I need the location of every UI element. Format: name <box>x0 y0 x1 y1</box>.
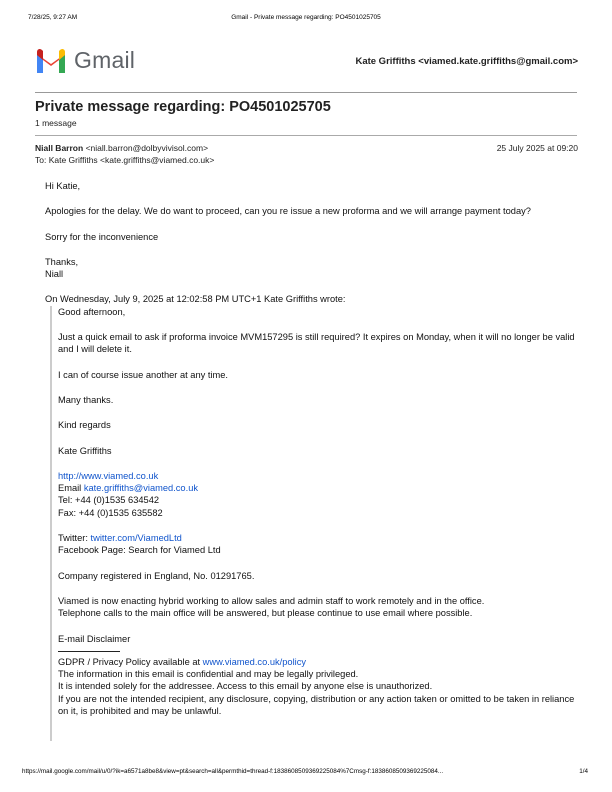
quoted-message <box>50 306 575 742</box>
quoted-paragraph: Many thanks. <box>58 394 114 405</box>
disclaimer-line: The information in this email is confidential and may be legally privileged. <box>58 669 359 680</box>
sender-email: <niall.barron@dolbyvivisol.com> <box>85 143 209 153</box>
signoff: Thanks, Niall <box>45 256 79 280</box>
tel: Tel: +44 (0)1535 634542 <box>58 495 160 506</box>
message-count: 1 message <box>35 118 77 128</box>
body-paragraph: Apologies for the delay. We do want to proceed, can you re issue a new proforma and we will arrange payment today? <box>45 206 531 217</box>
print-datetime: 7/28/25, 9:27 AM <box>28 14 78 21</box>
subject-divider <box>35 135 577 136</box>
gmail-m-icon <box>35 48 67 73</box>
contact-block: http://www.viamed.co.uk Email kate.griffiths@viamed.co.uk Tel: +44 (0)1535 634542 Fax: +44 (0)1535 635582 <box>58 470 199 518</box>
body-paragraph: Sorry for the inconvenience <box>45 231 159 242</box>
quoted-greeting: Good afternoon, <box>58 306 126 317</box>
social-block: Twitter: twitter.com/ViamedLtd Facebook Page: Search for Viamed Ltd <box>58 533 221 556</box>
company-registration: Company registered in England, No. 01291765. <box>58 570 255 581</box>
greeting: Hi Katie, <box>45 181 81 191</box>
hybrid-notice: Viamed is now enacting hybrid working to allow sales and admin staff to work remotely and in the office. Telephone calls to the main office will be answered, but please continue to use email where possible. <box>58 595 485 619</box>
message-date: 25 July 2025 at 09:20 <box>496 143 578 153</box>
quote-header: On Wednesday, July 9, 2025 at 12:02:58 PM UTC+1 Kate Griffiths wrote: <box>45 294 346 305</box>
print-page-title: Gmail - Private message regarding: PO4501025705 <box>231 14 381 21</box>
disclaimer-line: It is intended solely for the addressee. Access to this email by anyone else is unauthorized. <box>58 681 433 692</box>
quoted-name: Kate Griffiths <box>58 445 112 456</box>
quoted-regards: Kind regards <box>58 420 111 431</box>
email-link[interactable]: kate.griffiths@viamed.co.uk <box>83 483 199 494</box>
message-body <box>45 180 575 741</box>
facebook: Facebook Page: Search for Viamed Ltd <box>58 545 221 556</box>
thread-subject: Private message regarding: PO4501025705 <box>35 99 331 115</box>
page-number: 1/4 <box>579 768 588 775</box>
account-email: Kate Griffiths <viamed.kate.griffiths@gmail.com> <box>355 56 578 67</box>
gmail-logo <box>35 47 135 74</box>
website-link[interactable]: http://www.viamed.co.uk <box>58 470 159 481</box>
disclaimer-divider <box>58 651 120 652</box>
quoted-paragraph: Just a quick email to ask if proforma invoice MVM157295 is still required? It expires on Monday, when it will no longer be valid and I will delete it. <box>58 332 575 355</box>
header-divider <box>35 92 577 93</box>
print-url: https://mail.google.com/mail/u/0/?ik=a6571a8be8&view=pt&search=all&permthid=thread-f:1838608509369225084%7Cmsg-f:1838608509369225084... <box>22 768 444 775</box>
sender <box>35 143 208 153</box>
policy-link[interactable]: www.viamed.co.uk/policy <box>202 656 307 667</box>
sender-name: Niall Barron <box>35 143 84 153</box>
disclaimer-title: E-mail Disclaimer <box>58 633 131 644</box>
twitter-link[interactable]: twitter.com/ViamedLtd <box>90 533 182 544</box>
recipient: To: Kate Griffiths <kate.griffiths@viamed.co.uk> <box>35 155 215 165</box>
disclaimer-line: If you are not the intended recipient, any disclosure, copying, distribution or any action taken or omitted to be taken in reliance on it, is prohibited and may be unlawful. <box>58 693 575 717</box>
gmail-wordmark: Gmail <box>74 47 136 73</box>
quoted-paragraph: I can of course issue another at any time. <box>58 369 229 380</box>
fax: Fax: +44 (0)1535 635582 <box>58 507 163 518</box>
gdpr-line: GDPR / Privacy Policy available at www.viamed.co.uk/policy <box>58 656 307 667</box>
